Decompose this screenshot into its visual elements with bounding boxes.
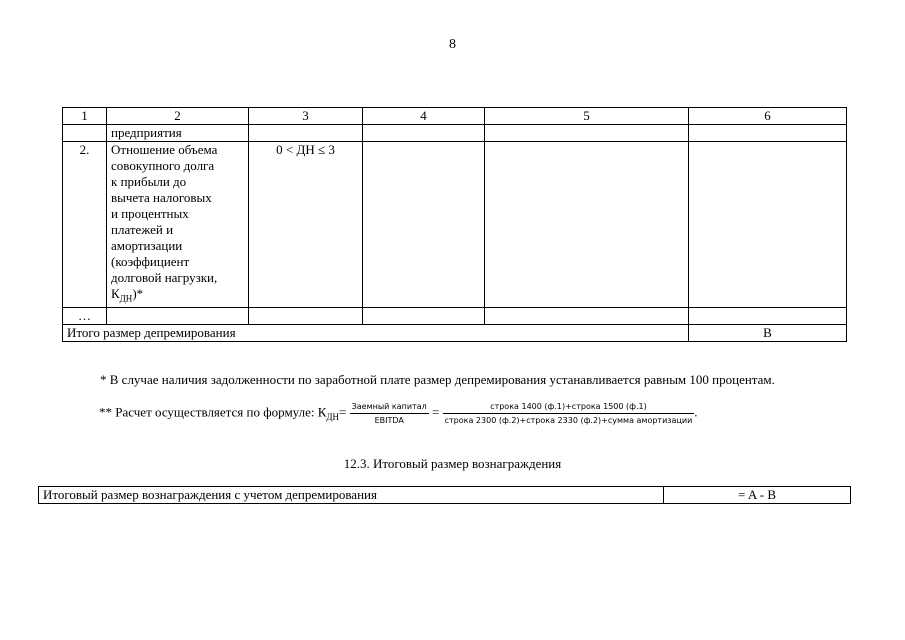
indicator-name: Отношение объема совокупного долга к прибыли до вычета налоговых и процентных платежей и амортизации (коэффициент долговой нагрузки, $К_{ДН})*$: [107, 142, 249, 308]
table-row: [63, 142, 847, 308]
total-value: B: [689, 324, 847, 341]
total-row: [63, 324, 847, 341]
ellipsis: …: [63, 307, 107, 324]
header-cell: 6: [689, 108, 847, 125]
fraction-1: $\frac{\text{Заемный капитал}}{\text{EBITDA}}$: [351, 402, 427, 425]
header-cell: 3: [249, 108, 363, 125]
condition-cell: 0 < ДН ≤ 3: [249, 142, 363, 308]
final-reward-label: Итоговый размер вознаграждения с учетом депремирования: [39, 487, 664, 504]
footnote-2-formula: ** Расчет осуществляется по формуле: $К_{ДН}=$ $\frac{\text{Заемный капитал}}{\text{EBITDA}}$ = $\frac{\text{строка 1400 (ф.1)+строка 1500 (ф.1)}}{\text{строка 2300 (ф.2)+строка 2330 (ф.2)+сумма амортизации}}$ .: [99, 402, 698, 425]
section-title: 12.3. Итоговый размер вознаграждения: [343, 456, 562, 471]
total-label: Итого размер депремирования: [63, 324, 689, 341]
table-row: [39, 487, 851, 504]
table-row: [63, 125, 847, 142]
header-cell: 5: [485, 108, 689, 125]
header-cell: 4: [363, 108, 485, 125]
table-row: [63, 307, 847, 324]
footnote-1: * В случае наличия задолженности по заработной плате размер депремирования устанавливается равным 100 процентам.: [100, 372, 775, 387]
continuation-text: предприятия: [107, 125, 249, 142]
row-number: 2.: [63, 142, 107, 308]
table-header-row: [63, 108, 847, 125]
depremium-table: [62, 107, 847, 342]
fraction-2: $\frac{\text{строка 1400 (ф.1)+строка 1500 (ф.1)}}{\text{строка 2300 (ф.2)+строка 2330 (ф.2)+сумма амортизации}}$: [444, 402, 693, 425]
header-cell: 1: [63, 108, 107, 125]
page-number: 8: [449, 37, 456, 52]
final-reward-table: [38, 486, 851, 504]
final-reward-value: = A - B: [664, 487, 851, 504]
header-cell: 2: [107, 108, 249, 125]
